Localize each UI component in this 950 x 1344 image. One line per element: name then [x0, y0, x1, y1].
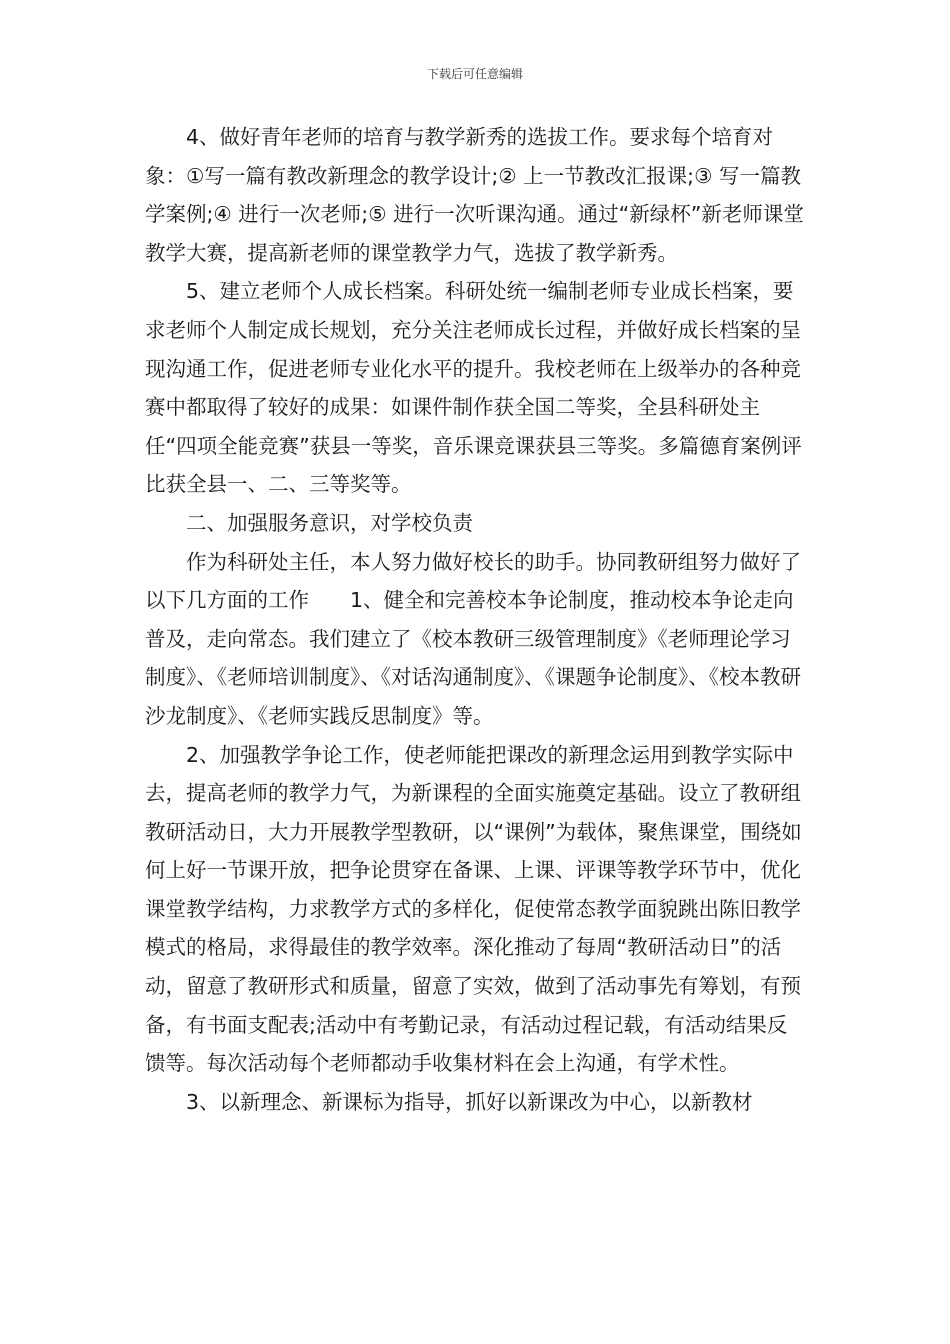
section-heading-service-awareness: 二、加强服务意识，对学校负责 [186, 510, 473, 535]
paragraph-school-research-system: 作为科研处主任，本人努力做好校长的助手。协同教研组努力做好了以下几方面的工作 1、健全和完善校本争论制度，推动校本争论走向普及，走向常态。我们建立了《校本教研三级管理制度》《老师理论学习制度》、《老师培训制度》、《对话沟通制度》、《课题争论制度》、《校本教研沙龙制度》、《老师实践反思制度》等。 [145, 549, 801, 728]
paragraph-young-teacher-training: 4、做好青年老师的培育与教学新秀的选拔工作。要求每个培育对象：①写一篇有教改新理念的教学设计;② 上一节教改汇报课;③ 写一篇教学案例;④ 进行一次老师;⑤ 进行一次听课沟通。通过“新绿杯”新老师课堂教学大赛，提高新老师的课堂教学力气，选拔了教学新秀。 [145, 125, 804, 265]
paragraph-teaching-research: 2、加强教学争论工作，使老师能把课改的新理念运用到教学实际中去，提高老师的教学力气，为新课程的全面实施奠定基础。设立了教研组教研活动日，大力开展教学型教研，以“课例”为载体，聚焦课堂，围绕如何上好一节课开放，把争论贯穿在备课、上课、评课等教学环节中，优化课堂教学结构，力求教学方式的多样化，促使常态教学面貌跳出陈旧教学模式的格局，求得最佳的教学效率。深化推动了每周“教研活动日”的活动，留意了教研形式和质量，留意了实效，做到了活动事先有筹划，有预备，有书面支配表;活动中有考勤记录，有活动过程记载，有活动结果反馈等。每次活动每个老师都动手收集材料在会上沟通，有学术性。 [145, 742, 802, 1076]
page-header-note: 下载后可任意编辑 [426, 67, 523, 81]
paragraph-new-curriculum: 3、以新理念、新课标为指导，抓好以新课改为中心，以新教材 [186, 1089, 753, 1114]
paragraph-growth-archive: 5、建立老师个人成长档案。科研处统一编制老师专业成长档案，要求老师个人制定成长规划，充分关注老师成长过程，并做好成长档案的呈现沟通工作，促进老师专业化水平的提升。我校老师在上级举办的各种竞赛中都取得了较好的成果：如课件制作获全国二等奖，全县科研处主任“四项全能竞赛”获县一等奖，音乐课竞课获县三等奖。多篇德育案例评比获全县一、二、三等奖等。 [145, 279, 802, 497]
document-body [145, 118, 805, 1121]
